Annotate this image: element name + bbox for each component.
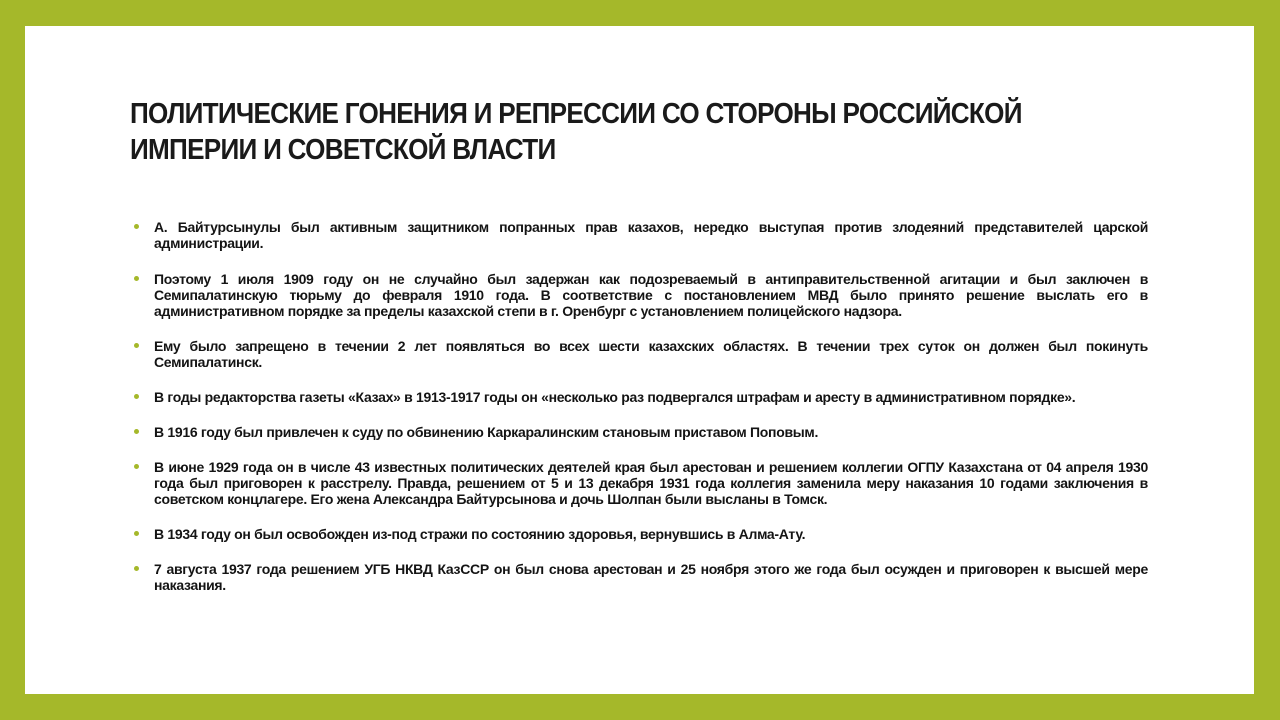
bullet-dot-icon (134, 343, 139, 348)
slide-title: ПОЛИТИЧЕСКИЕ ГОНЕНИЯ И РЕПРЕССИИ СО СТОРОНЫ РОССИЙСКОЙ ИМПЕРИИ И СОВЕТСКОЙ ВЛАСТИ (130, 98, 1022, 166)
bullet-item (134, 526, 1148, 542)
bullet-text: Ему было запрещено в течении 2 лет появляться во всех шести казахских областях. В течении трех суток он должен был покинуть Семипалатинск. (154, 338, 1148, 370)
slide (25, 26, 1254, 694)
bullet-item (134, 424, 1148, 440)
bullet-dot-icon (134, 394, 139, 399)
bullet-list (134, 219, 1148, 612)
bullet-text: Поэтому 1 июля 1909 году он не случайно был задержан как подозреваемый в антиправительственной агитации и был заключен в Семипалатинскую тюрьму до февраля 1910 года. В соответствие с постановлением МВД было принято решение выслать его в административном порядке за пределы казахской степи в г. Оренбург с установлением полицейского надзора. (154, 271, 1148, 319)
bullet-dot-icon (134, 566, 139, 571)
bullet-dot-icon (134, 224, 139, 229)
bullet-dot-icon (134, 429, 139, 434)
bullet-item (134, 219, 1148, 251)
bullet-item (134, 271, 1148, 319)
bullet-text: А. Байтурсынулы был активным защитником попранных прав казахов, нередко выступая против злодеяний представителей царской администрации. (154, 219, 1148, 251)
bullet-text: В годы редакторства газеты «Казах» в 1913-1917 годы он «несколько раз подвергался штрафам и аресту в административном порядке». (154, 389, 1076, 405)
bullet-text: В 1916 году был привлечен к суду по обвинению Каркаралинским становым приставом Поповым. (154, 424, 819, 440)
bullet-text: В 1934 году он был освобожден из-под стражи по состоянию здоровья, вернувшись в Алма-Ату. (154, 526, 806, 542)
bullet-item (134, 389, 1148, 405)
bullet-item (134, 459, 1148, 507)
bullet-dot-icon (134, 276, 139, 281)
bullet-text: В июне 1929 года он в числе 43 известных политических деятелей края был арестован и решением коллегии ОГПУ Казахстана от 04 апреля 1930 года был приговорен к расстрелу. Правда, решением от 5 и 13 декабря 1931 года коллегия заменила меру наказания 10 годами заключения в советском концлагере. Его жена Александра Байтурсынова и дочь Шолпан были высланы в Томск. (154, 459, 1148, 507)
bullet-dot-icon (134, 531, 139, 536)
bullet-item (134, 338, 1148, 370)
bullet-item (134, 561, 1148, 593)
bullet-text: 7 августа 1937 года решением УГБ НКВД КазССР он был снова арестован и 25 ноября этого же года был осужден и приговорен к высшей мере наказания. (154, 561, 1148, 593)
bullet-dot-icon (134, 464, 139, 469)
